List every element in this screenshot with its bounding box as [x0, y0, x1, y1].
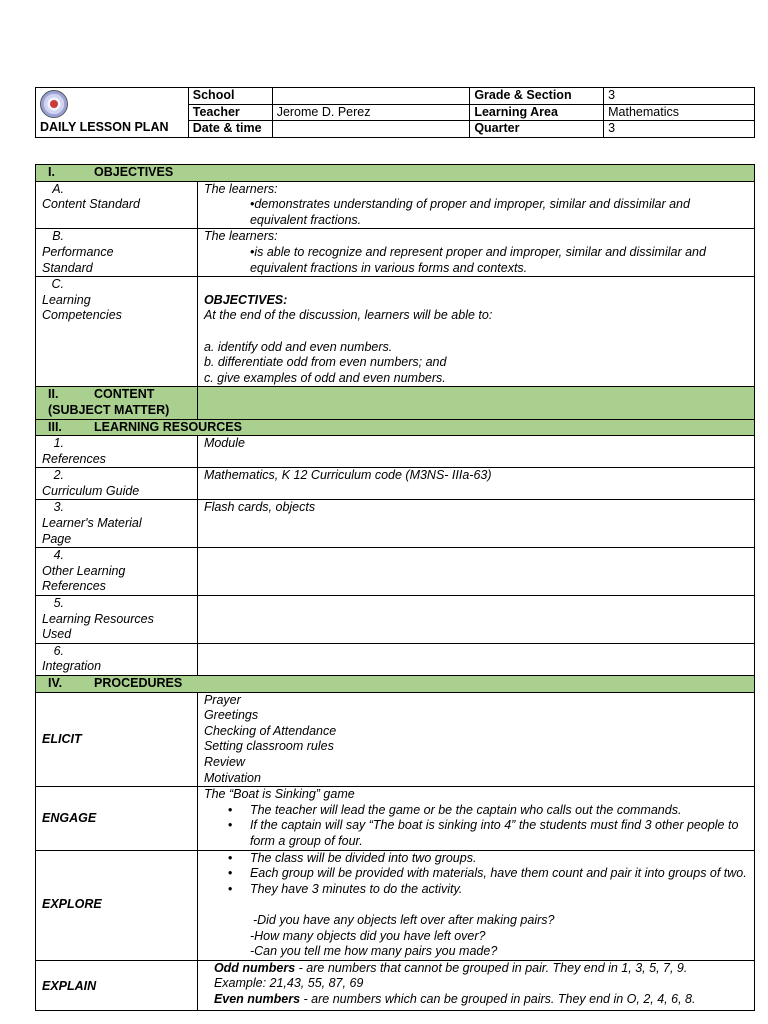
teacher-value: Jerome D. Perez	[272, 104, 470, 121]
resource-value	[197, 548, 754, 596]
objectives-heading: OBJECTIVES	[94, 165, 174, 179]
resource-label: Integration	[42, 659, 102, 674]
explore-bullet: • The class will be divided into two groups.	[250, 851, 748, 867]
resource-value	[197, 643, 754, 675]
plan-title: DAILY LESSON PLAN	[40, 120, 169, 134]
content-heading: CONTENT	[94, 387, 155, 402]
resource-num: 2.	[53, 468, 64, 483]
resource-label: Curriculum Guide	[42, 483, 140, 498]
elicit-line: Setting classroom rules	[203, 739, 334, 754]
procedures-num: IV.	[48, 676, 63, 690]
resource-row	[36, 596, 755, 644]
resources-heading: LEARNING RESOURCES	[94, 419, 242, 434]
elicit-line: Greetings	[203, 708, 259, 723]
resource-value: Module	[197, 436, 754, 468]
teacher-label: Teacher	[188, 104, 272, 121]
performance-standard-label: Performance Standard	[42, 244, 114, 275]
even-definition: - are numbers which can be grouped in pairs. They end in O, 2, 4, 6, 8.	[300, 991, 696, 1006]
explore-question: -Did you have any objects left over after making pairs?	[252, 912, 555, 927]
engage-label: ENGAGE	[36, 787, 198, 850]
explore-question: -How many objects did you have left over?	[249, 928, 486, 943]
explore-list	[204, 851, 748, 898]
school-label: School	[188, 88, 272, 105]
school-value	[272, 88, 470, 105]
resource-row	[36, 643, 755, 675]
resources-num: III.	[48, 419, 62, 434]
lesson-table	[35, 164, 755, 1011]
competencies-heading: OBJECTIVES:	[203, 292, 288, 307]
content-standard-label: Content Standard	[42, 197, 140, 212]
explore-bullet: • Each group will be provided with materials, have them count and pair it into groups of two.	[250, 866, 748, 882]
competency-item: c. give examples of odd and even numbers.	[203, 370, 446, 385]
competencies-row	[36, 277, 755, 387]
quarter-value: 3	[604, 121, 755, 138]
resource-label: References	[42, 451, 106, 466]
date-label: Date & time	[188, 121, 272, 138]
resource-row	[36, 468, 755, 500]
grade-value: 3	[604, 88, 755, 105]
quarter-label: Quarter	[470, 121, 604, 138]
competencies-label: Learning Competencies	[42, 292, 122, 323]
engage-bullet: • The teacher will lead the game or be the captain who calls out the commands.	[250, 803, 748, 819]
resource-value	[197, 596, 754, 644]
header-table	[35, 87, 755, 138]
explain-example: Example: 21,43, 55, 87, 69	[213, 976, 364, 991]
content-standard-row	[36, 181, 755, 229]
resource-num: 1.	[53, 436, 64, 451]
explore-label: EXPLORE	[36, 850, 198, 960]
resource-num: 6.	[53, 643, 64, 658]
resource-row	[36, 548, 755, 596]
performance-standard-num: B.	[52, 229, 64, 244]
resource-value: Flash cards, objects	[197, 500, 754, 548]
performance-standard-row	[36, 229, 755, 277]
section-objectives	[36, 165, 755, 182]
odd-definition: - are numbers that cannot be grouped in pair. They end in 1, 3, 5, 7, 9.	[295, 960, 688, 975]
content-subheading: (SUBJECT MATTER)	[48, 402, 170, 417]
explain-label: EXPLAIN	[36, 960, 198, 1011]
section-procedures	[36, 676, 755, 693]
elicit-line: Prayer	[203, 692, 241, 707]
resource-row	[36, 436, 755, 468]
explore-bullet: • They have 3 minutes to do the activity.	[250, 882, 748, 898]
explore-row	[36, 850, 755, 960]
competency-item: a. identify odd and even numbers.	[203, 339, 393, 354]
section-resources	[36, 419, 755, 436]
explain-row	[36, 960, 755, 1011]
odd-term: Odd numbers	[213, 960, 296, 975]
deped-seal-icon	[40, 90, 68, 118]
content-num: II.	[48, 387, 59, 402]
performance-standard-text: •is able to recognize and represent proper and improper, similar and dissimilar and equivalent fractions in various forms and contexts.	[249, 244, 706, 275]
elicit-line: Checking of Attendance	[203, 723, 337, 738]
resource-label: Learner's Material Page	[42, 516, 142, 546]
objectives-num: I.	[48, 165, 55, 179]
engage-list	[204, 803, 748, 850]
grade-label: Grade & Section	[470, 88, 604, 105]
competency-item: b. differentiate odd from even numbers; and	[203, 355, 447, 370]
competencies-intro: At the end of the discussion, learners will be able to:	[203, 308, 493, 323]
area-label: Learning Area	[470, 104, 604, 121]
even-term: Even numbers	[213, 991, 301, 1006]
header-logo-cell	[36, 88, 189, 138]
resource-label: Learning Resources Used	[42, 611, 154, 642]
performance-standard-intro: The learners:	[203, 229, 278, 244]
section-content	[36, 387, 755, 419]
engage-intro: The “Boat is Sinking” game	[203, 787, 355, 802]
resource-row	[36, 500, 755, 548]
procedures-heading: PROCEDURES	[94, 676, 183, 690]
resource-num: 4.	[53, 548, 64, 563]
resource-value: Mathematics, K 12 Curriculum code (M3NS- IIIa-63)	[197, 468, 754, 500]
elicit-line: Review	[203, 754, 245, 769]
engage-row	[36, 787, 755, 850]
content-standard-num: A.	[52, 181, 64, 196]
engage-bullet: • If the captain will say “The boat is sinking into 4” the students must find 3 other people to form a group of four.	[250, 818, 748, 849]
resource-num: 3.	[53, 500, 64, 515]
area-value: Mathematics	[604, 104, 755, 121]
elicit-line: Motivation	[203, 770, 261, 785]
content-standard-intro: The learners:	[203, 181, 278, 196]
elicit-label: ELICIT	[36, 692, 198, 787]
content-standard-text: •demonstrates understanding of proper and improper, similar and dissimilar and equivalent fractions.	[249, 197, 690, 227]
resource-label: Other Learning References	[42, 563, 126, 594]
elicit-row	[36, 692, 755, 787]
resource-num: 5.	[53, 596, 64, 611]
explore-question: -Can you tell me how many pairs you made?	[249, 944, 498, 959]
date-value	[272, 121, 470, 138]
competencies-num: C.	[51, 277, 64, 292]
